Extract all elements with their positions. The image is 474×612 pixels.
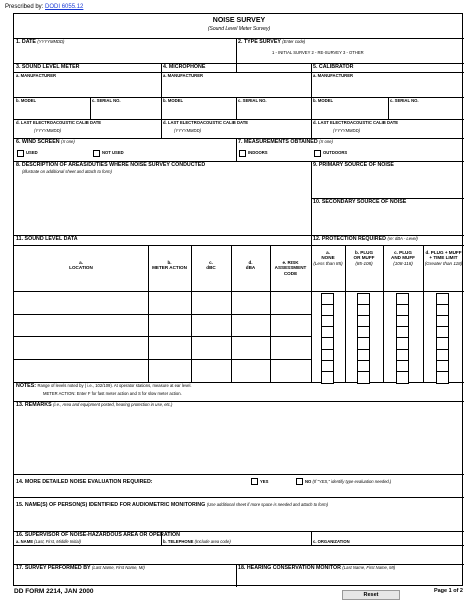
col-location: a. LOCATION <box>69 260 93 271</box>
cal-model-label: b. MODEL <box>313 98 334 103</box>
detailed-yes-checkbox[interactable] <box>251 478 258 485</box>
protection-time-limit-checkbox[interactable] <box>436 371 449 384</box>
sound-level-data-label: 11. SOUND LEVEL DATA <box>16 236 78 242</box>
slm-calib-date-label: d. LAST ELECTROACOUSTIC CALIB DATE <box>16 120 102 125</box>
col-plug-muff: c. PLUG AND MUFF (108-118) <box>391 250 415 266</box>
col-plug: b. PLUG OR MUFF (85-108) <box>353 250 375 266</box>
col-dba: d. dBA <box>245 260 256 271</box>
outdoors-checkbox[interactable] <box>314 150 321 157</box>
wind-used-label: USED <box>26 150 38 155</box>
mic-model-label: b. MODEL <box>163 98 184 103</box>
form-subtitle: (Sound Level Meter Survey) <box>207 26 271 32</box>
notes: NOTES: Range of levels noted by ( i.e., 102/109). At operator stations, measure at ear level. <box>16 383 192 389</box>
detailed-eval-label: 14. MORE DETAILED NOISE EVALUATION REQUIRED: <box>16 479 153 485</box>
type-survey-codes: 1 - INITIAL SURVEY 2 - RE-SURVEY 3 - OTHER <box>272 50 364 55</box>
dodi-link[interactable]: DODI 6055.12 <box>45 4 84 10</box>
wind-not-used-checkbox[interactable] <box>93 150 100 157</box>
mic-calib-date-label: d. LAST ELECTROACOUSTIC CALIB DATE <box>163 120 249 125</box>
col-none: a. NONE (Less than 85) <box>313 250 343 266</box>
description-label: 8. DESCRIPTION OF AREAS/DUTIES WHERE NOISE SURVEY CONDUCTED <box>16 162 206 168</box>
col-time-limit: d. PLUG + MUFF + TIME LIMIT (Greater than 118) <box>424 250 463 266</box>
protection-plug-or-muff-checkbox[interactable] <box>357 371 370 384</box>
col-meter-action: b. METER ACTION <box>152 260 187 271</box>
cal-serial-label: c. SERIAL NO. <box>390 98 419 103</box>
prescribed-by <box>5 4 83 10</box>
page-number: Page 1 of 2 <box>433 588 463 594</box>
protection-required-label: 12. PROTECTION REQUIRED (re: dBA - Level) <box>313 236 418 242</box>
wind-screen-label: 6. WIND SCREEN (X one) <box>16 139 75 145</box>
reset-button[interactable]: Reset <box>342 590 400 600</box>
slm-serial-label: c. SERIAL NO. <box>92 98 121 103</box>
cal-calib-date-label: d. LAST ELECTROACOUSTIC CALIB DATE <box>313 120 399 125</box>
col-risk: e. RISK ASSESSMENT CODE <box>274 260 307 276</box>
microphone-label: 4. MICROPHONE <box>163 64 206 70</box>
survey-performed-label: 17. SURVEY PERFORMED BY (Last Name, First Name, MI) <box>16 565 145 571</box>
secondary-source-label: 10. SECONDARY SOURCE OF NOISE <box>313 199 407 205</box>
supervisor-phone-label: b. TELEPHONE (Include area code) <box>163 539 231 544</box>
type-survey-label: 2. TYPE SURVEY (Enter code) <box>238 39 306 45</box>
supervisor-name-label: a. NAME (Last, First, Middle Initial) <box>16 539 81 544</box>
sound-level-meter-label: 3. SOUND LEVEL METER <box>16 64 80 70</box>
detailed-no-checkbox[interactable] <box>296 478 303 485</box>
supervisor-org-label: c. ORGANIZATION <box>313 539 350 544</box>
form-number: DD FORM 2214, JAN 2000 <box>14 588 94 595</box>
slm-manufacturer-label: a. MANUFACTURER <box>16 73 57 78</box>
measurements-label: 7. MEASUREMENTS OBTAINED (X one) <box>238 139 333 145</box>
mic-calib-hint: (YYYYMMDD) <box>174 128 201 133</box>
notes-line2: METER ACTION: Enter F for fast meter action and S for slow meter action. <box>43 391 182 396</box>
mic-serial-label: c. SERIAL NO. <box>238 98 267 103</box>
cal-manufacturer-label: a. MANUFACTURER <box>313 73 354 78</box>
wind-not-used-label: NOT USED <box>102 150 124 155</box>
indoors-checkbox[interactable] <box>239 150 246 157</box>
detailed-no-label: NO (If "YES," identify type evaluation needed.) <box>305 479 392 484</box>
protection-none-checkbox[interactable] <box>321 371 334 384</box>
slm-model-label: b. MODEL <box>16 98 37 103</box>
prescribed-label: Prescribed by: <box>5 4 44 10</box>
slm-calib-hint: (YYYYMMDD) <box>34 128 61 133</box>
cal-calib-hint: (YYYYMMDD) <box>333 128 360 133</box>
mic-manufacturer-label: a. MANUFACTURER <box>163 73 204 78</box>
description-hint: (Illustrate on additional sheet and attach to form) <box>22 169 112 174</box>
audiometric-label: 15. NAME(S) OF PERSON(S) IDENTIFIED FOR AUDIOMETRIC MONITORING (Use additional sheet if more space is needed and attach to form) <box>16 502 328 508</box>
col-dbc: c. dBC <box>206 260 216 271</box>
protection-plug-and-muff-checkbox[interactable] <box>396 371 409 384</box>
indoors-label: INDOORS <box>248 150 268 155</box>
remarks-label: 13. REMARKS (i.e., Area and equipment posted, hearing protection in use, etc.) <box>16 402 173 408</box>
detailed-yes-label: YES <box>260 479 269 484</box>
wind-used-checkbox[interactable] <box>17 150 24 157</box>
form-title: NOISE SURVEY <box>212 17 266 24</box>
noise-survey-form <box>13 13 463 586</box>
hearing-monitor-label: 18. HEARING CONSERVATION MONITOR (Last Name, First Name, MI) <box>238 565 396 571</box>
primary-source-label: 9. PRIMARY SOURCE OF NOISE <box>313 162 394 168</box>
outdoors-label: OUTDOORS <box>323 150 348 155</box>
date-label: 1. DATE (YYYYMMDD) <box>16 39 65 45</box>
supervisor-label: 16. SUPERVISOR OF NOISE-HAZARDOUS AREA OR OPERATION <box>16 532 180 538</box>
calibrator-label: 5. CALIBRATOR <box>313 64 354 70</box>
